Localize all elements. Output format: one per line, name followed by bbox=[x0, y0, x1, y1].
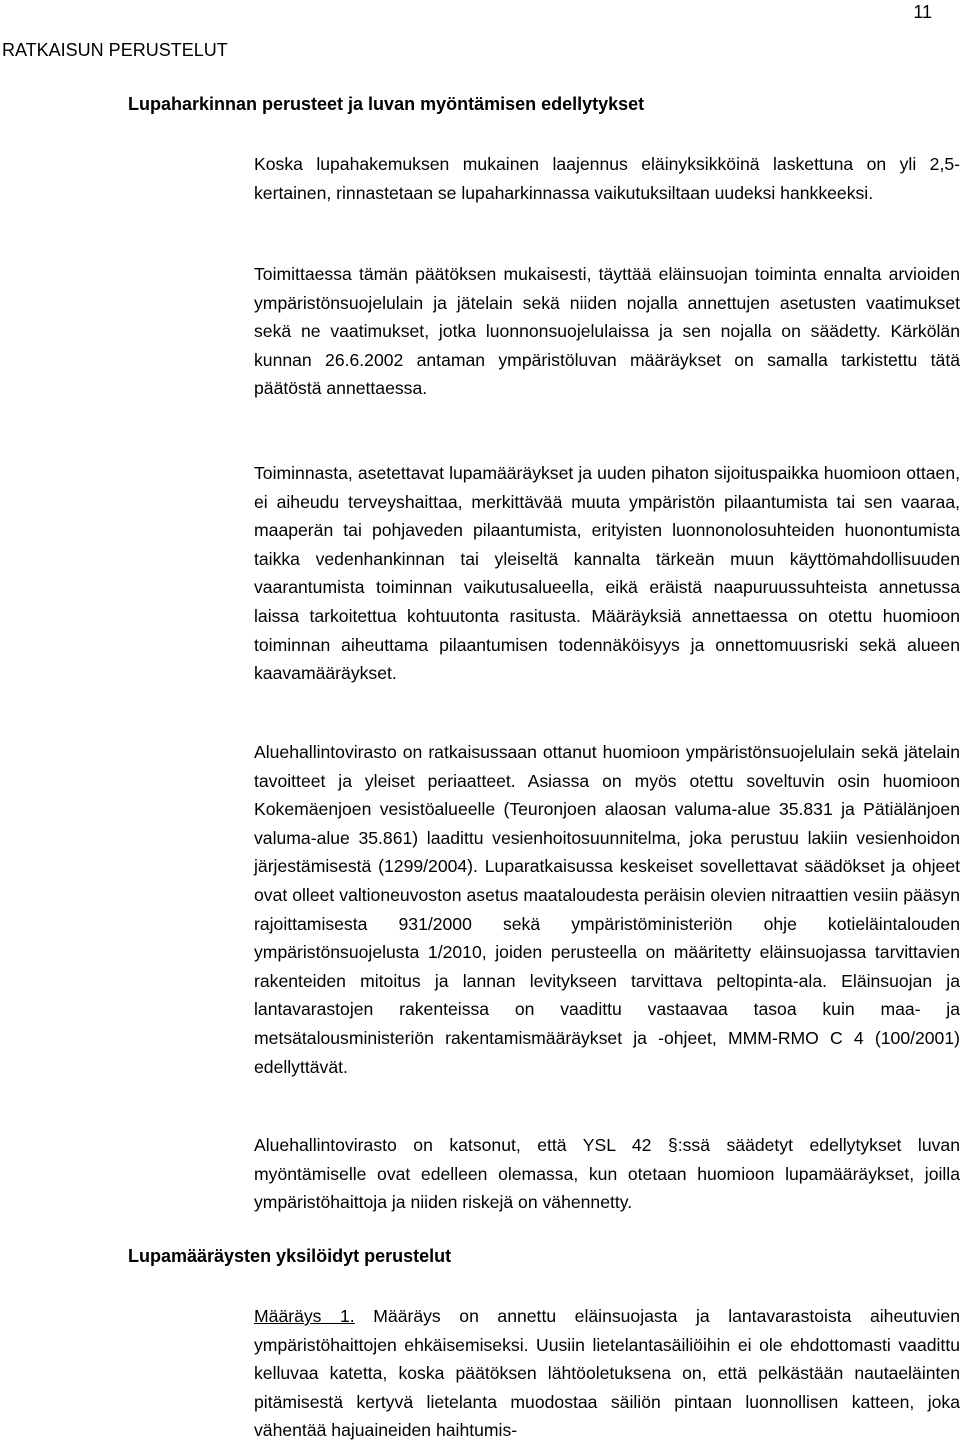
page-number: 11 bbox=[913, 2, 932, 22]
section-heading-itemized-reasons: Lupamääräysten yksilöidyt perustelut bbox=[128, 1246, 452, 1266]
paragraph-maarays-1 bbox=[254, 1302, 960, 1445]
document-title: RATKAISUN PERUSTELUT bbox=[2, 40, 228, 60]
maarays-1-text: Määräys on annettu eläinsuojasta ja lantavarastoista aiheutuvien ympäristöhaittojen ehkäisemiseksi. Uusiin lietelantasäiliöihin ei ole ehdottomasti vaadittu kelluvaa katetta, koska päätöksen lähtöoletuksena on, että pelkästään nautaeläinten pitämisestä kertyvä lietelanta muodostaa säiliön pintaan luonnollisen katteen, joka vähentää hajuaineiden haihtumis- bbox=[254, 1306, 960, 1441]
paragraph-conditions-met: Aluehallintovirasto on katsonut, että YSL 42 §:ssä säädetyt edellytykset luvan myöntämiselle ovat edelleen olemassa, kun otetaan huomioon lupamääräykset, joilla ympäristöhaittoja ja niiden riskejä on vähennetty. bbox=[254, 1135, 960, 1213]
paragraph-regulations: Aluehallintovirasto on ratkaisussaan ottanut huomioon ympäristönsuojelulain sekä jätelain tavoitteet ja yleiset periaatteet. Asiassa on myös otettu soveltuvin osin huomioon Kokemäenjoen vesistöalueelle (Teuronjoen alaosan valuma-alue 35.831 ja Pätiälänjoen valuma-alue 35.861) laadittu vesienhoitosuunnitelma, joka perustuu lakiin vesienhoidon järjestämisestä (1299/2004). Luparatkaisussa keskeiset sovellettavat säädökset ja ohjeet ovat olleet valtioneuvoston asetus maataloudesta peräisin olevien nitraattien vesiin pääsyn rajoittamisesta 931/2000 sekä ympäristöministeriön ohje kotieläintalouden ympäristönsuojelusta 1/2010, joiden perusteella on määritetty eläinsuojassa tarvittavien rakenteiden mitoitus ja lannan levitykseen tarvittava peltopinta-ala. Eläinsuojan ja lantavarastojen rakenteissa on vaadittu vastaavaa tasoa kuin maa- ja metsätalousministeriön rakentamismääräykset ja -ohjeet, MMM-RMO C 4 (100/2001) edellyttävät. bbox=[254, 742, 960, 1077]
paragraph-compliance: Toimittaessa tämän päätöksen mukaisesti, täyttää eläinsuojan toiminta ennalta arvioiden ympäristönsuojelulain ja jätelain sekä niiden nojalla annettujen asetusten vaatimukset sekä ne vaatimukset, jotka luonnonsuojelulaissa ja sen nojalla on säädetty. Kärkölän kunnan 26.6.2002 antaman ympäristöluvan määräykset on samalla tarkistettu tätä päätöstä annettaessa. bbox=[254, 264, 960, 399]
paragraph-no-harm: Toiminnasta, asetettavat lupamääräykset ja uuden pihaton sijoituspaikka huomioon ottaen, ei aiheudu terveyshaittaa, merkittävää muuta ympäristön pilaantumista tai sen vaaraa, maaperän tai pohjaveden pilaantumista, erityisten luonnonolosuhteiden huonontumista taikka vedenhankinnan tai yleiseltä kannalta tärkeän muun käyttömahdollisuuden vaarantumista toiminnan vaikutusalueella, eikä eräistä naapuruussuhteista annetussa laissa tarkoitettua kohtuutonta rasitusta. Määräyksiä annettaessa on otettu huomioon toiminnan aiheuttama pilaantumisen todennäköisyys ja onnettomuusriski sekä alueen kaavamääräykset. bbox=[254, 463, 960, 684]
maarays-1-label: Määräys 1. bbox=[254, 1306, 355, 1326]
paragraph-expansion: Koska lupahakemuksen mukainen laajennus eläinyksikköinä laskettuna on yli 2,5-kertainen, rinnastetaan se lupaharkinnassa vaikutuksiltaan uudeksi hankkeeksi. bbox=[254, 154, 960, 203]
section-heading-permit-basis: Lupaharkinnan perusteet ja luvan myöntämisen edellytykset bbox=[128, 94, 645, 114]
